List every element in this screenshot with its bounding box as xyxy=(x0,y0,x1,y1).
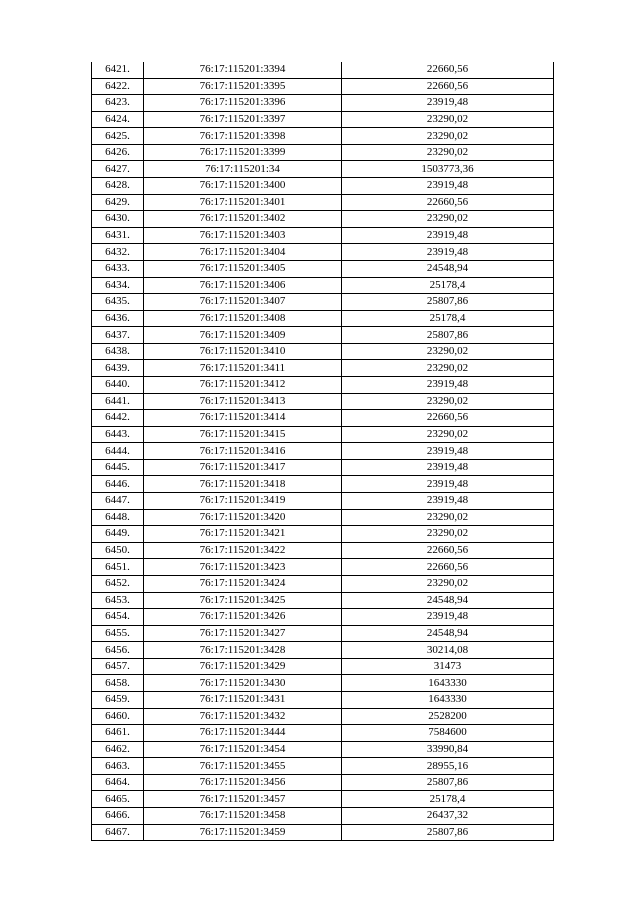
cadastral-number-cell: 76:17:115201:3424 xyxy=(144,575,342,592)
table-row xyxy=(92,360,554,377)
cadastral-number-cell: 76:17:115201:3455 xyxy=(144,758,342,775)
cadastral-value-cell: 31473 xyxy=(342,658,554,675)
table-row xyxy=(92,642,554,659)
cadastral-value-cell: 23290,02 xyxy=(342,426,554,443)
table-row xyxy=(92,227,554,244)
cadastral-value-cell: 25178,4 xyxy=(342,310,554,327)
row-number-cell: 6434. xyxy=(92,277,144,294)
cadastral-number-cell: 76:17:115201:3417 xyxy=(144,459,342,476)
cadastral-number-cell: 76:17:115201:3397 xyxy=(144,111,342,128)
table-row xyxy=(92,178,554,195)
row-number-cell: 6466. xyxy=(92,808,144,825)
row-number-cell: 6446. xyxy=(92,476,144,493)
cadastral-number-cell: 76:17:115201:3406 xyxy=(144,277,342,294)
cadastral-number-cell: 76:17:115201:3396 xyxy=(144,95,342,112)
table-row xyxy=(92,327,554,344)
row-number-cell: 6451. xyxy=(92,559,144,576)
cadastral-value-cell: 22660,56 xyxy=(342,559,554,576)
table-row xyxy=(92,161,554,178)
cadastral-number-cell: 76:17:115201:3414 xyxy=(144,410,342,427)
cadastral-value-cell: 28955,16 xyxy=(342,758,554,775)
cadastral-value-cell: 7584600 xyxy=(342,725,554,742)
row-number-cell: 6458. xyxy=(92,675,144,692)
table-row xyxy=(92,410,554,427)
cadastral-value-cell: 23919,48 xyxy=(342,95,554,112)
table-row xyxy=(92,493,554,510)
cadastral-number-cell: 76:17:115201:3458 xyxy=(144,808,342,825)
row-number-cell: 6461. xyxy=(92,725,144,742)
table-row xyxy=(92,459,554,476)
row-number-cell: 6427. xyxy=(92,161,144,178)
row-number-cell: 6459. xyxy=(92,691,144,708)
cadastral-value-cell: 2528200 xyxy=(342,708,554,725)
table-row xyxy=(92,95,554,112)
cadastral-value-cell: 25178,4 xyxy=(342,791,554,808)
row-number-cell: 6453. xyxy=(92,592,144,609)
table-row xyxy=(92,741,554,758)
table-row xyxy=(92,808,554,825)
row-number-cell: 6464. xyxy=(92,774,144,791)
cadastral-value-cell: 23290,02 xyxy=(342,144,554,161)
cadastral-value-cell: 23290,02 xyxy=(342,128,554,145)
table-row xyxy=(92,691,554,708)
cadastral-number-cell: 76:17:115201:3402 xyxy=(144,211,342,228)
row-number-cell: 6449. xyxy=(92,526,144,543)
table-row xyxy=(92,658,554,675)
row-number-cell: 6429. xyxy=(92,194,144,211)
table-row xyxy=(92,675,554,692)
row-number-cell: 6439. xyxy=(92,360,144,377)
cadastral-number-cell: 76:17:115201:3419 xyxy=(144,493,342,510)
cadastral-number-cell: 76:17:115201:3425 xyxy=(144,592,342,609)
table-row xyxy=(92,542,554,559)
cadastral-number-cell: 76:17:115201:3457 xyxy=(144,791,342,808)
row-number-cell: 6462. xyxy=(92,741,144,758)
table-row xyxy=(92,609,554,626)
table-row xyxy=(92,144,554,161)
cadastral-number-cell: 76:17:115201:3413 xyxy=(144,393,342,410)
cadastral-number-cell: 76:17:115201:3454 xyxy=(144,741,342,758)
cadastral-value-cell: 24548,94 xyxy=(342,592,554,609)
cadastral-value-cell: 23290,02 xyxy=(342,343,554,360)
cadastral-number-cell: 76:17:115201:3429 xyxy=(144,658,342,675)
cadastral-value-cell: 25807,86 xyxy=(342,774,554,791)
cadastral-number-cell: 76:17:115201:3405 xyxy=(144,260,342,277)
cadastral-number-cell: 76:17:115201:3418 xyxy=(144,476,342,493)
cadastral-value-cell: 1643330 xyxy=(342,691,554,708)
cadastral-value-cell: 24548,94 xyxy=(342,625,554,642)
cadastral-value-cell: 30214,08 xyxy=(342,642,554,659)
table-row xyxy=(92,758,554,775)
cadastral-value-cell: 23919,48 xyxy=(342,459,554,476)
cadastral-value-cell: 23919,48 xyxy=(342,609,554,626)
row-number-cell: 6448. xyxy=(92,509,144,526)
cadastral-value-cell: 26437,32 xyxy=(342,808,554,825)
cadastral-number-cell: 76:17:115201:3428 xyxy=(144,642,342,659)
table-row xyxy=(92,310,554,327)
cadastral-value-cell: 33990,84 xyxy=(342,741,554,758)
cadastral-number-cell: 76:17:115201:3407 xyxy=(144,294,342,311)
cadastral-value-cell: 23290,02 xyxy=(342,575,554,592)
cadastral-number-cell: 76:17:115201:3410 xyxy=(144,343,342,360)
table-row xyxy=(92,824,554,841)
row-number-cell: 6430. xyxy=(92,211,144,228)
cadastral-value-cell: 22660,56 xyxy=(342,62,554,78)
cadastral-value-cell: 23290,02 xyxy=(342,393,554,410)
cadastral-value-cell: 23919,48 xyxy=(342,178,554,195)
cadastral-value-cell: 23919,48 xyxy=(342,476,554,493)
cadastral-value-cell: 25807,86 xyxy=(342,294,554,311)
table-row xyxy=(92,559,554,576)
table-row xyxy=(92,774,554,791)
cadastral-number-cell: 76:17:115201:34 xyxy=(144,161,342,178)
table-row xyxy=(92,244,554,261)
table-row xyxy=(92,476,554,493)
cadastral-value-cell: 25178,4 xyxy=(342,277,554,294)
table-row xyxy=(92,725,554,742)
row-number-cell: 6443. xyxy=(92,426,144,443)
row-number-cell: 6442. xyxy=(92,410,144,427)
row-number-cell: 6454. xyxy=(92,609,144,626)
table-row xyxy=(92,575,554,592)
table-row xyxy=(92,128,554,145)
cadastral-number-cell: 76:17:115201:3423 xyxy=(144,559,342,576)
cadastral-value-cell: 23290,02 xyxy=(342,211,554,228)
cadastral-number-cell: 76:17:115201:3431 xyxy=(144,691,342,708)
cadastral-value-cell: 25807,86 xyxy=(342,824,554,841)
row-number-cell: 6428. xyxy=(92,178,144,195)
row-number-cell: 6445. xyxy=(92,459,144,476)
cadastral-number-cell: 76:17:115201:3421 xyxy=(144,526,342,543)
cadastral-number-cell: 76:17:115201:3411 xyxy=(144,360,342,377)
row-number-cell: 6441. xyxy=(92,393,144,410)
cadastral-number-cell: 76:17:115201:3394 xyxy=(144,62,342,78)
table-row xyxy=(92,376,554,393)
cadastral-number-cell: 76:17:115201:3408 xyxy=(144,310,342,327)
cadastral-value-cell: 23290,02 xyxy=(342,111,554,128)
table-row xyxy=(92,592,554,609)
cadastral-number-cell: 76:17:115201:3426 xyxy=(144,609,342,626)
row-number-cell: 6425. xyxy=(92,128,144,145)
cadastral-number-cell: 76:17:115201:3459 xyxy=(144,824,342,841)
cadastral-number-cell: 76:17:115201:3420 xyxy=(144,509,342,526)
cadastral-value-cell: 24548,94 xyxy=(342,260,554,277)
row-number-cell: 6455. xyxy=(92,625,144,642)
row-number-cell: 6437. xyxy=(92,327,144,344)
table-row xyxy=(92,625,554,642)
table-row xyxy=(92,791,554,808)
cadastral-value-cell: 1503773,36 xyxy=(342,161,554,178)
cadastral-number-cell: 76:17:115201:3395 xyxy=(144,78,342,95)
cadastral-value-cell: 25807,86 xyxy=(342,327,554,344)
row-number-cell: 6435. xyxy=(92,294,144,311)
row-number-cell: 6422. xyxy=(92,78,144,95)
cadastral-value-cell: 23919,48 xyxy=(342,493,554,510)
row-number-cell: 6465. xyxy=(92,791,144,808)
cadastral-value-cell: 23919,48 xyxy=(342,227,554,244)
cadastral-value-table xyxy=(91,62,554,841)
row-number-cell: 6426. xyxy=(92,144,144,161)
row-number-cell: 6456. xyxy=(92,642,144,659)
table-row xyxy=(92,111,554,128)
cadastral-number-cell: 76:17:115201:3432 xyxy=(144,708,342,725)
cadastral-number-cell: 76:17:115201:3430 xyxy=(144,675,342,692)
table-row xyxy=(92,343,554,360)
cadastral-number-cell: 76:17:115201:3400 xyxy=(144,178,342,195)
cadastral-value-cell: 22660,56 xyxy=(342,542,554,559)
cadastral-value-cell: 1643330 xyxy=(342,675,554,692)
row-number-cell: 6436. xyxy=(92,310,144,327)
row-number-cell: 6421. xyxy=(92,62,144,78)
row-number-cell: 6452. xyxy=(92,575,144,592)
table-row xyxy=(92,277,554,294)
row-number-cell: 6447. xyxy=(92,493,144,510)
cadastral-value-cell: 23919,48 xyxy=(342,376,554,393)
cadastral-number-cell: 76:17:115201:3403 xyxy=(144,227,342,244)
cadastral-value-cell: 23919,48 xyxy=(342,244,554,261)
row-number-cell: 6460. xyxy=(92,708,144,725)
cadastral-number-cell: 76:17:115201:3409 xyxy=(144,327,342,344)
row-number-cell: 6432. xyxy=(92,244,144,261)
row-number-cell: 6450. xyxy=(92,542,144,559)
cadastral-number-cell: 76:17:115201:3427 xyxy=(144,625,342,642)
table-row xyxy=(92,708,554,725)
cadastral-number-cell: 76:17:115201:3401 xyxy=(144,194,342,211)
row-number-cell: 6431. xyxy=(92,227,144,244)
row-number-cell: 6423. xyxy=(92,95,144,112)
table-row xyxy=(92,526,554,543)
table-row xyxy=(92,509,554,526)
row-number-cell: 6424. xyxy=(92,111,144,128)
table-row xyxy=(92,62,554,78)
cadastral-value-cell: 23290,02 xyxy=(342,360,554,377)
table-row xyxy=(92,260,554,277)
cadastral-number-cell: 76:17:115201:3404 xyxy=(144,244,342,261)
table-row xyxy=(92,211,554,228)
cadastral-number-cell: 76:17:115201:3398 xyxy=(144,128,342,145)
cadastral-value-cell: 23290,02 xyxy=(342,526,554,543)
row-number-cell: 6444. xyxy=(92,443,144,460)
table-row xyxy=(92,443,554,460)
cadastral-number-cell: 76:17:115201:3456 xyxy=(144,774,342,791)
row-number-cell: 6440. xyxy=(92,376,144,393)
cadastral-value-cell: 22660,56 xyxy=(342,410,554,427)
table-row xyxy=(92,194,554,211)
cadastral-value-cell: 23290,02 xyxy=(342,509,554,526)
row-number-cell: 6467. xyxy=(92,824,144,841)
cadastral-number-cell: 76:17:115201:3416 xyxy=(144,443,342,460)
table-row xyxy=(92,78,554,95)
cadastral-number-cell: 76:17:115201:3444 xyxy=(144,725,342,742)
cadastral-value-cell: 23919,48 xyxy=(342,443,554,460)
cadastral-number-cell: 76:17:115201:3399 xyxy=(144,144,342,161)
cadastral-value-cell: 22660,56 xyxy=(342,194,554,211)
table-row xyxy=(92,294,554,311)
cadastral-value-cell: 22660,56 xyxy=(342,78,554,95)
table-row xyxy=(92,393,554,410)
table-row xyxy=(92,426,554,443)
row-number-cell: 6433. xyxy=(92,260,144,277)
cadastral-number-cell: 76:17:115201:3412 xyxy=(144,376,342,393)
cadastral-number-cell: 76:17:115201:3415 xyxy=(144,426,342,443)
row-number-cell: 6457. xyxy=(92,658,144,675)
row-number-cell: 6463. xyxy=(92,758,144,775)
cadastral-number-cell: 76:17:115201:3422 xyxy=(144,542,342,559)
table-body xyxy=(92,62,554,841)
row-number-cell: 6438. xyxy=(92,343,144,360)
